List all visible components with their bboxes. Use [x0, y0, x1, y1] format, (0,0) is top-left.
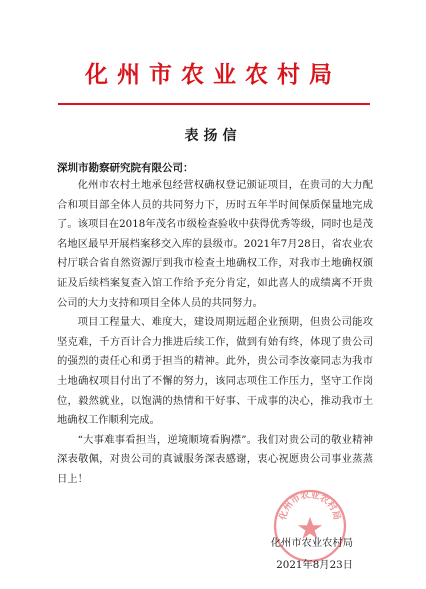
- letterhead-title: 化州市农业农村局: [85, 62, 341, 88]
- body-paragraph-1: 化州市农村土地承包经营权确权登记颁证项目，在贵司的大力配合和项目部全体人员的共同努力下，历时五年半时间保质保量地完成了。该项目在2018年茂名市级检查验收中获得优秀等级，同时也是茂名地区最早开展档案移交入库的县级市。2021年7月28日，省农业农村厅联合省自然资源厅到我市检查土地确权工作，对我市土地确权颁证及后续档案复查入馆工作给予充分肯定，如此喜人的成绩离不开贵公司的大力支持和项目全体人员的共同努力。: [57, 179, 373, 309]
- svg-text:化州市农业农村局: [276, 488, 342, 522]
- body-paragraph-2: 项目工程量大、难度大，建设周期远超企业预期，但贵公司能攻坚克难，千方百计合力推进后续工作，做到有始有终，体现了贵公司的强烈的责任心和勇于担当的精神。此外，贵公司李汝豪同志为我市土地确权项目付出了不懈的努力，该同志项住工作压力，坚守工作岗位，毅然就业，以饱满的热情和干好事、干成事的决心，推动我市土地确权工作顺利完成。: [57, 316, 373, 427]
- letterhead-divider: [58, 103, 370, 105]
- official-seal-icon: [272, 488, 348, 564]
- signoff-org: 化州市农业农村局: [270, 537, 353, 549]
- seal-arc-text: 化州市农业农村局: [278, 490, 342, 522]
- letter-body: [57, 176, 373, 490]
- letter-title: 表扬信: [184, 128, 242, 144]
- salutation: 深圳市勘察研究院有限公司：: [57, 162, 194, 174]
- body-paragraph-3: “大事难事看担当，逆境顺境看胸襟”。我们对贵公司的敬业精神深表敬佩，对贵公司的真诚服务深表感谢，衷心祝愿贵公司事业蒸蒸日上！: [57, 433, 373, 485]
- signoff-date: 2021年8月23日: [276, 559, 353, 571]
